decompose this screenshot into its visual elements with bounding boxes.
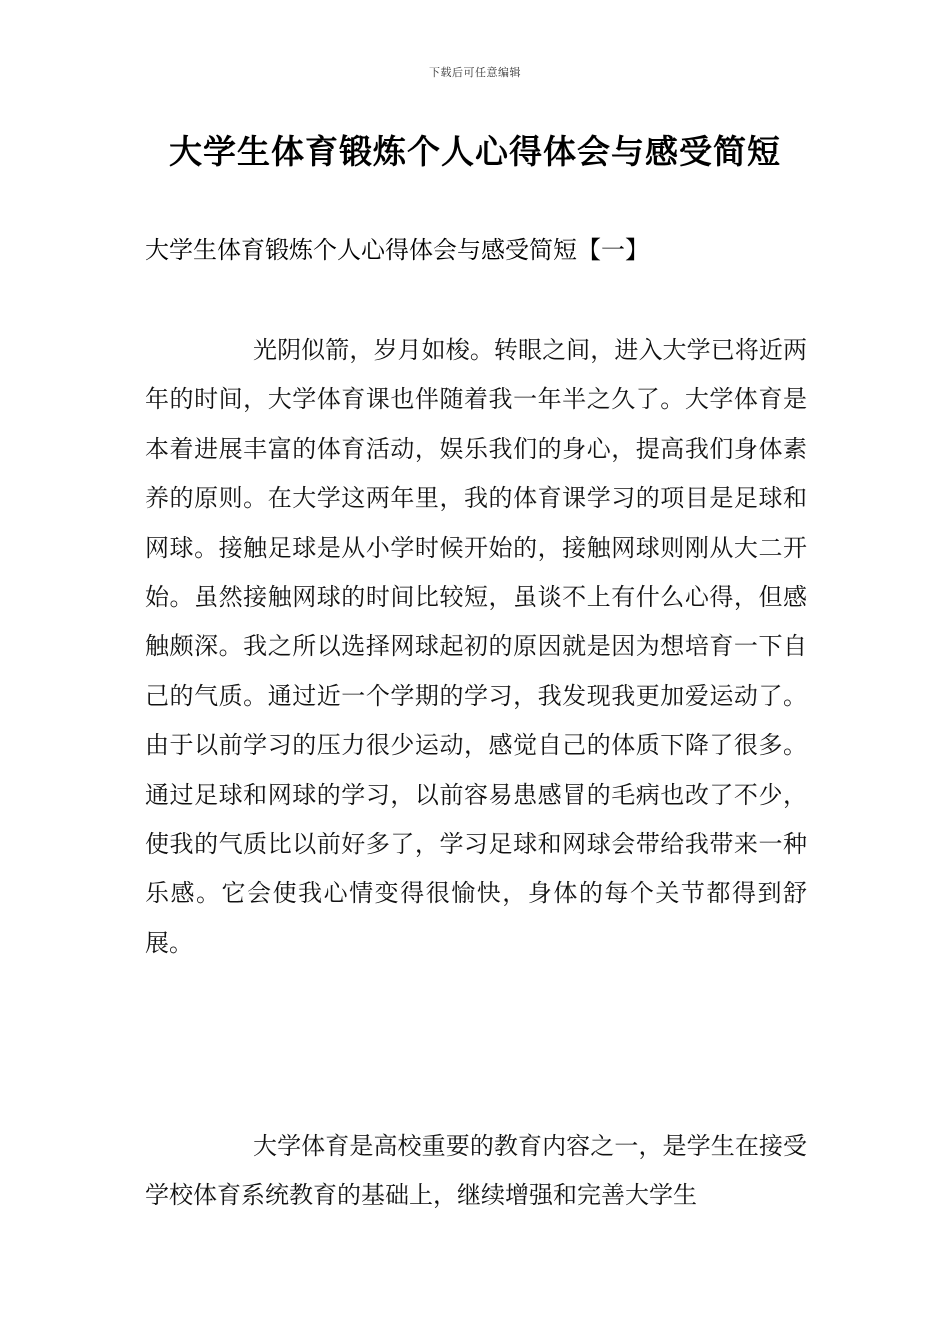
body-paragraph: 大学体育是高校重要的教育内容之一，是学生在接受学校体育系统教育的基础上，继续增强和完善大学生	[145, 1132, 807, 1210]
header-note: 下载后可任意编辑	[429, 66, 521, 79]
document-title: 大学生体育锻炼个人心得体会与感受简短	[169, 132, 781, 171]
body-paragraph: 光阴似箭，岁月如梭。转眼之间，进入大学已将近两年的时间，大学体育课也伴随着我一年半之久了。大学体育是本着进展丰富的体育活动，娱乐我们的身心，提高我们身体素养的原则。在大学这两年里，我的体育课学习的项目是足球和网球。接触足球是从小学时候开始的，接触网球则刚从大二开始。虽然接触网球的时间比较短，虽谈不上有什么心得，但感触颇深。我之所以选择网球起初的原因就是因为想培育一下自己的气质。通过近一个学期的学习，我发现我更加爱运动了。由于以前学习的压力很少运动，感觉自己的体质下降了很多。通过足球和网球的学习，以前容易患感冒的毛病也改了不少，使我的气质比以前好多了，学习足球和网球会带给我带来一种乐感。它会使我心情变得很愉快，身体的每个关节都得到舒展。	[145, 336, 807, 957]
section-heading: 大学生体育锻炼个人心得体会与感受简短【一】	[145, 236, 649, 264]
